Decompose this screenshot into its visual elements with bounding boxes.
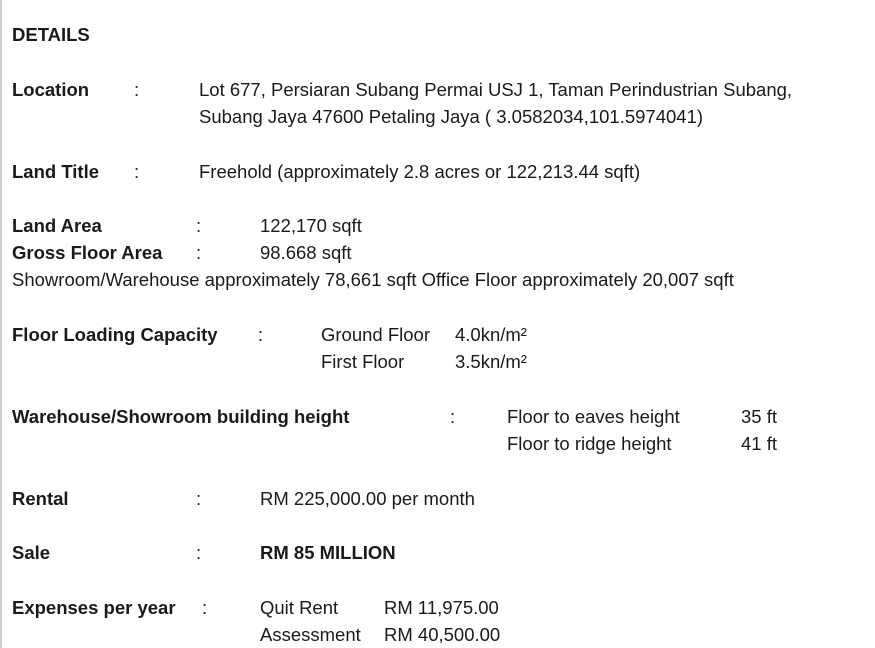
building-height-label: Warehouse/Showroom building height: [12, 406, 350, 427]
expenses-label: Expenses per year: [12, 597, 176, 618]
location-line-1: Lot 677, Persiaran Subang Permai USJ 1, Taman Perindustrian Subang,: [199, 79, 793, 100]
expenses-row-value: RM 40,500.00: [384, 624, 501, 645]
floor-loading-label: Floor Loading Capacity: [12, 324, 218, 345]
land-title-value: Freehold (approximately 2.8 acres or 122,213.44 sqft): [199, 161, 641, 182]
land-area-label: Land Area: [12, 215, 102, 236]
floor-loading-row-name: First Floor: [321, 351, 405, 372]
location-line-2: Subang Jaya 47600 Petaling Jaya ( 3.0582034,101.5974041): [199, 106, 704, 127]
expenses-colon: :: [202, 597, 208, 618]
floor-loading-row-name: Ground Floor: [321, 324, 430, 345]
floor-loading-row-value: 4.0kn/m²: [455, 324, 527, 345]
sale-value: RM 85 MILLION: [260, 542, 396, 563]
building-height-row-value: 41 ft: [741, 433, 777, 454]
building-height-colon: :: [450, 406, 456, 427]
expenses-row-name: Assessment: [260, 624, 361, 645]
floor-loading-colon: :: [258, 324, 264, 345]
gross-floor-area-value: 98.668 sqft: [260, 242, 352, 263]
page-title: DETAILS: [12, 24, 90, 45]
location-colon: :: [134, 79, 140, 100]
expenses-row-name: Quit Rent: [260, 597, 339, 618]
rental-value: RM 225,000.00 per month: [260, 488, 475, 509]
sale-label: Sale: [12, 542, 51, 563]
gross-floor-area-colon: :: [196, 242, 202, 263]
gross-floor-area-label: Gross Floor Area: [12, 242, 163, 263]
sale-colon: :: [196, 542, 202, 563]
land-title-label: Land Title: [12, 161, 100, 182]
rental-label: Rental: [12, 488, 69, 509]
land-area-value: 122,170 sqft: [260, 215, 362, 236]
land-title-colon: :: [134, 161, 140, 182]
page-edge: [0, 0, 2, 648]
rental-colon: :: [196, 488, 202, 509]
expenses-row-value: RM 11,975.00: [384, 597, 499, 618]
area-breakdown-note: Showroom/Warehouse approximately 78,661 sqft Office Floor approximately 20,007 sqft: [12, 269, 734, 290]
floor-loading-row-value: 3.5kn/m²: [455, 351, 527, 372]
building-height-row-name: Floor to ridge height: [507, 433, 672, 454]
building-height-row-value: 35 ft: [741, 406, 777, 427]
land-area-colon: :: [196, 215, 202, 236]
building-height-row-name: Floor to eaves height: [507, 406, 680, 427]
location-label: Location: [12, 79, 90, 100]
